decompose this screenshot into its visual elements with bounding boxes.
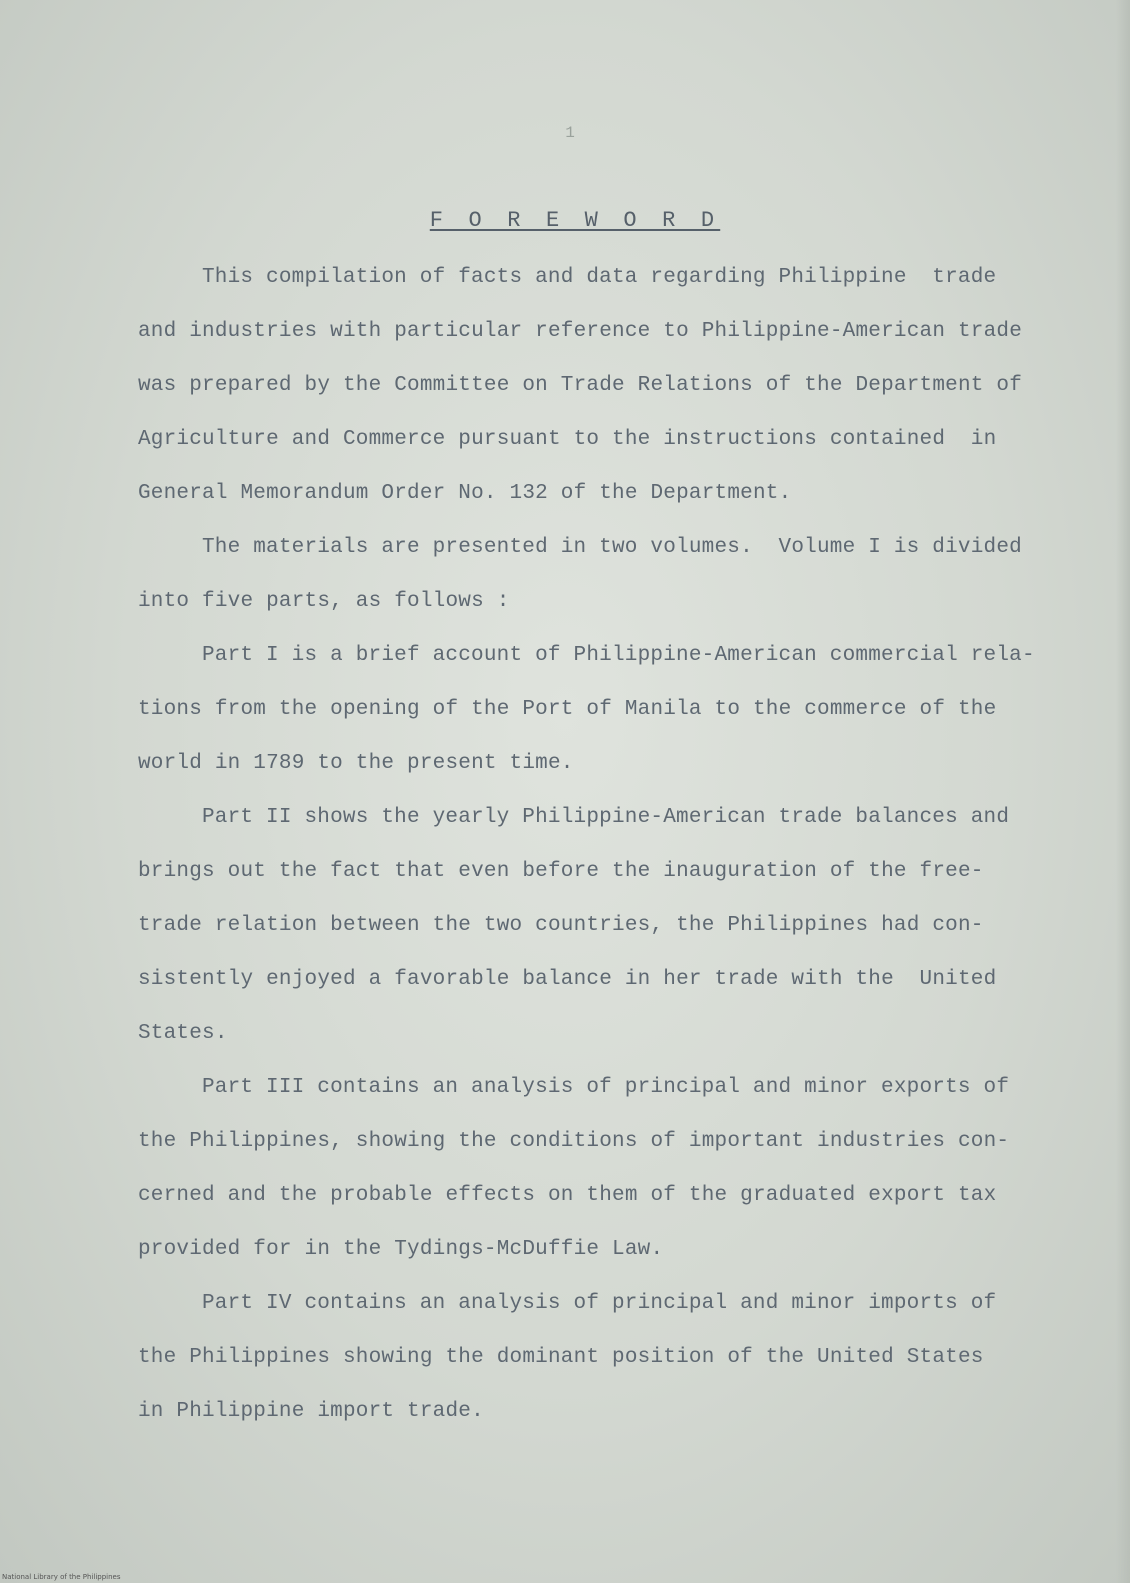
text-line: was prepared by the Committee on Trade Relations of the Department of — [138, 374, 1023, 397]
foreword-body — [138, 264, 1038, 1452]
text-line: in Philippine import trade. — [138, 1400, 484, 1423]
text-line: Part III contains an analysis of principal and minor exports of — [202, 1076, 1010, 1099]
text-line: trade relation between the two countries, the Philippines had con- — [138, 914, 984, 937]
page-edge-shadow — [1116, 0, 1130, 1583]
text-line: General Memorandum Order No. 132 of the Department. — [138, 482, 792, 505]
text-line: The materials are presented in two volumes. Volume I is divided — [202, 536, 1022, 559]
text-line: into five parts, as follows : — [138, 590, 510, 613]
page-number: 1 — [565, 124, 575, 142]
text-line: sistently enjoyed a favorable balance in her trade with the United — [138, 968, 997, 991]
page-title: F O R E W O R D — [429, 208, 721, 233]
library-footer-label: National Library of the Philippines — [2, 1573, 121, 1581]
text-line: provided for in the Tydings-McDuffie Law. — [138, 1238, 664, 1261]
text-line: the Philippines showing the dominant position of the United States — [138, 1346, 984, 1369]
text-line: Part I is a brief account of Philippine-American commercial rela- — [202, 644, 1035, 667]
text-line: brings out the fact that even before the inauguration of the free- — [138, 860, 984, 883]
text-line: This compilation of facts and data regarding Philippine trade — [202, 266, 997, 289]
text-line: Agriculture and Commerce pursuant to the instructions contained in — [138, 428, 997, 451]
text-line: Part II shows the yearly Philippine-American trade balances and — [202, 806, 1010, 829]
text-line: and industries with particular reference to Philippine-American trade — [138, 320, 1023, 343]
text-line: cerned and the probable effects on them of the graduated export tax — [138, 1184, 997, 1207]
text-line: world in 1789 to the present time. — [138, 752, 574, 775]
text-line: the Philippines, showing the conditions of important industries con- — [138, 1130, 1010, 1153]
text-line: States. — [138, 1022, 228, 1045]
text-line: tions from the opening of the Port of Manila to the commerce of the — [138, 698, 997, 721]
text-line: Part IV contains an analysis of principal and minor imports of — [202, 1292, 997, 1315]
